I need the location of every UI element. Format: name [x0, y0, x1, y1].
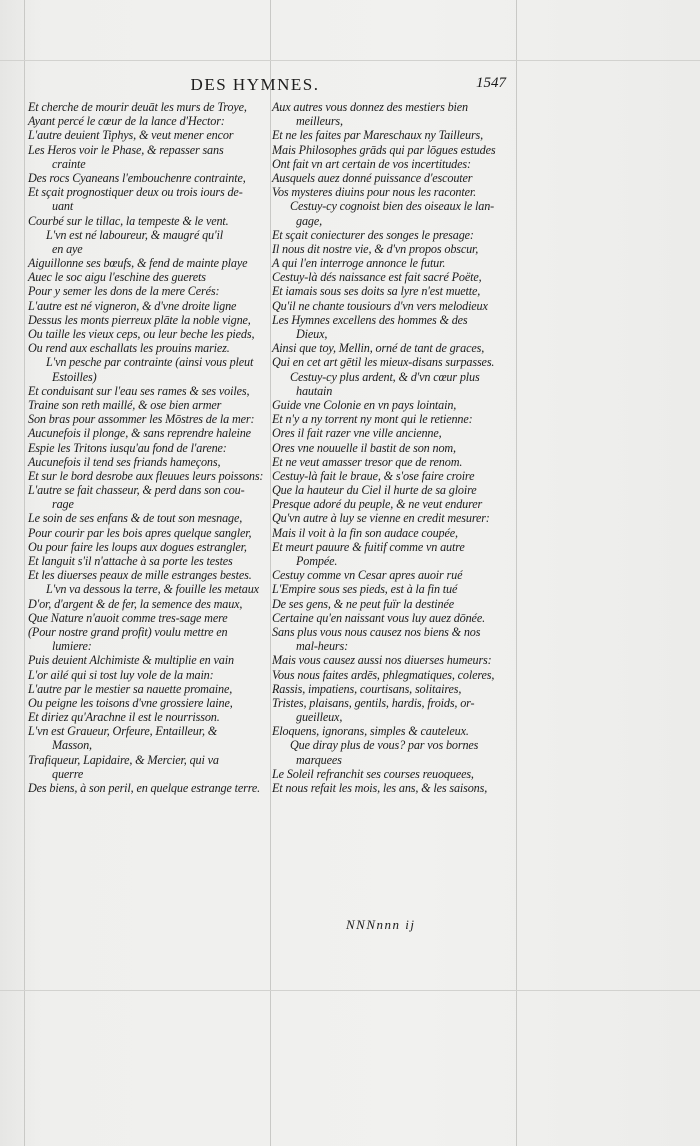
verse-line: Espie les Tritons iusqu'au fond de l'arene:: [28, 440, 227, 455]
verse-line: Et sçait prognostiquer deux ou trois iours de-: [28, 185, 243, 200]
verse-line: Mais il voit à la fin son audace coupée,: [272, 525, 458, 540]
verse-line: Et diriez qu'Arachne il est le nourrisson.: [28, 710, 220, 725]
verse-line: Mais Philosophes grāds qui par lōgues estudes: [272, 142, 496, 157]
verse-line: Des rocs Cyaneans l'embouchenre contrainte,: [28, 170, 246, 185]
verse-line: Ou pour faire les loups aux dogues estrangler,: [28, 539, 247, 554]
verse-line: Les Heros voir le Phase, & repasser sans: [28, 142, 224, 157]
verse-line: Les Hymnes excellens des hommes & des: [272, 312, 468, 327]
verse-line: Dieux,: [296, 327, 328, 341]
verse-line: L'vn va dessous la terre, & fouille les metaux: [46, 582, 259, 597]
verse-line: Qu'il ne chante tousiours d'vn vers melodieux: [272, 298, 488, 313]
verse-line: Cestuy comme vn Cesar apres auoir rué: [272, 568, 463, 583]
verse-line: lumiere:: [52, 639, 92, 654]
verse-line: D'or, d'argent & de fer, la semence des maux,: [28, 596, 243, 611]
verse-line: hautain: [296, 383, 333, 398]
verse-line: Et meurt pauure & fuitif comme vn autre: [272, 539, 465, 554]
verse-line: L'vn est né laboureur, & maugré qu'il: [46, 227, 223, 242]
verse-line: (Pour nostre grand profit) voulu mettre en: [28, 624, 228, 639]
verse-line: L'or ailé qui si tost luy vole de la main:: [28, 667, 214, 682]
verse-line: Eloquens, ignorans, simples & cauteleux.: [272, 724, 469, 739]
verse-line: Ores il fait razer vne ville ancienne,: [272, 426, 442, 441]
verse-line: Et les diuerses peaux de mille estranges bestes.: [28, 568, 252, 583]
verse-line: L'Empire sous ses pieds, est à la fin tué: [272, 582, 458, 597]
verse-line: Qui en cet art gētil les mieux-disans surpasses.: [272, 355, 495, 370]
verse-line: meilleurs,: [296, 114, 343, 129]
signature-mark: NNNnnn ij: [346, 917, 416, 932]
verse-line: Guide vne Colonie en vn pays lointain,: [272, 397, 457, 412]
running-head-title: DES HYMNES.: [190, 75, 320, 94]
verse-line: L'autre est né vigneron, & d'vne droite ligne: [28, 298, 237, 313]
verse-line: Cestuy-cy plus ardent, & d'vn cœur plus: [290, 369, 480, 384]
verse-line: Et ne les faites par Mareschaux ny Tailleurs,: [272, 128, 484, 143]
verse-line: Des biens, à son peril, en quelque estrange terre.: [28, 781, 261, 795]
verse-line: Ausquels auez donné puissance d'escouter: [272, 170, 473, 185]
verse-line: Sans plus vous nous causez nos biens & nos: [272, 624, 481, 639]
verse-line: Vous nous faites ardēs, phlegmatiques, coleres,: [272, 667, 495, 682]
verse-line: Le soin de ses enfans & de tout son mesnage,: [28, 511, 243, 526]
verse-line: Aucunefois il plonge, & sans reprendre haleine: [28, 426, 251, 441]
verse-line: Dessus les monts pierreux plāte la noble vigne,: [28, 312, 251, 327]
verse-line: Presque adoré du peuple, & ne veut endurer: [272, 497, 483, 512]
verse-line: Cestuy-là dés naissance est fait sacré Poëte,: [272, 270, 482, 285]
verse-line: Courbé sur le tillac, la tempeste & le vent.: [28, 213, 229, 228]
verse-line: Qu'vn autre à luy se vienne en credit mesurer:: [272, 511, 490, 526]
verse-line: De ses gens, & ne peut fuïr la destinée: [272, 596, 455, 611]
verse-line: Que diray plus de vous? par vos bornes: [290, 738, 479, 753]
verse-line: L'autre par le mestier sa nauette promaine,: [28, 681, 233, 696]
verse-line: Pompée.: [296, 554, 338, 568]
verse-line: Ainsi que toy, Mellin, orné de tant de graces,: [272, 341, 485, 356]
verse-line: en aye: [52, 241, 83, 256]
verse-line: rage: [52, 497, 74, 512]
verse-line: Et ne veut amasser tresor que de renom.: [272, 454, 463, 469]
verse-line: Aux autres vous donnez des mestiers bien: [272, 100, 468, 114]
verse-line: L'autre se fait chasseur, & perd dans son cou-: [28, 483, 245, 498]
verse-line: Et iamais sous ses doits sa lyre n'est muette,: [272, 284, 481, 299]
verse-line: crainte: [52, 156, 86, 171]
verse-line: Trafiqueur, Lapidaire, & Mercier, qui va: [28, 752, 219, 767]
verse-line: Son bras pour assommer les Mōstres de la mer:: [28, 412, 255, 427]
verse-line: Et conduisant sur l'eau ses rames & ses voiles,: [28, 383, 250, 398]
verse-line: Auec le soc aigu l'eschine des guerets: [28, 270, 206, 285]
verse-line: Cestuy-cy cognoist bien des oiseaux le lan-: [290, 199, 495, 214]
folio-page-number: 1547: [476, 75, 506, 91]
paper-fold-line-bottom: [0, 990, 700, 991]
verse-line: Ou rend aux eschallats les prouins mariez.: [28, 341, 230, 356]
paper-fold-line: [516, 0, 517, 1146]
verse-line: Ores vne nouuelle il bastit de son nom,: [272, 440, 456, 455]
verse-line: Mais vous causez aussi nos diuerses humeurs:: [272, 653, 492, 668]
verse-line: Certaine qu'en naissant vous luy auez dōnée.: [272, 610, 485, 625]
verse-line: Et sçait coniecturer des songes le presage:: [272, 227, 474, 242]
verse-line: Pour courir par les bois apres quelque sangler,: [28, 525, 252, 540]
verse-line: Et languit s'il n'attache à sa porte les testes: [28, 554, 233, 568]
verse-line: Ou peigne les toisons d'vne grossiere laine,: [28, 695, 233, 710]
verse-line: Et nous refait les mois, les ans, & les saisons,: [272, 781, 488, 795]
verse-line: Ont fait vn art certain de vos incertitudes:: [272, 156, 471, 171]
verse-line: Traine son reth maillé, & ose bien armer: [28, 397, 222, 412]
verse-line: mal-heurs:: [296, 639, 348, 654]
verse-line: Rassis, impatiens, courtisans, solitaires,: [272, 681, 462, 696]
verse-line: Que la hauteur du Ciel il hurte de sa gloire: [272, 483, 477, 498]
verse-line: Pour y semer les dons de la mere Cerés:: [28, 284, 220, 299]
verse-line: Aucunefois il tend ses friands hameçons,: [28, 454, 221, 469]
verse-line: Ou taille les vieux ceps, ou leur beche les pieds,: [28, 327, 255, 341]
verse-line: L'vn pesche par contrainte (ainsi vous pleut: [46, 355, 254, 370]
verse-line: Et sur le bord desrobe aux fleuues leurs poissons:: [28, 468, 264, 483]
verse-line: querre: [52, 766, 84, 781]
verse-line: uant: [52, 199, 74, 214]
verse-line: Puis deuient Alchimiste & multiplie en vain: [28, 653, 234, 668]
verse-line: L'autre deuient Tiphys, & veut mener encor: [28, 128, 234, 143]
verse-line: Cestuy-là fait le braue, & s'ose faire croire: [272, 468, 475, 483]
verse-line: Vos mysteres diuins pour nous les raconter.: [272, 185, 477, 200]
verse-line: Estoilles): [52, 369, 97, 384]
binding-shadow-line: [24, 0, 25, 1146]
verse-line: Le Soleil refranchit ses courses reuoquees,: [272, 766, 474, 781]
verse-line: Aiguillonne ses bœufs, & fend de mainte playe: [28, 256, 248, 271]
column-divider-line: [270, 0, 271, 1146]
verse-line: gage,: [296, 213, 322, 228]
left-text-column: [28, 100, 264, 795]
verse-line: L'vn est Graueur, Orfeure, Entailleur, &: [28, 724, 218, 739]
paper-fold-line-top: [0, 60, 700, 61]
verse-line: Ayant percé le cœur de la lance d'Hector:: [28, 114, 225, 129]
verse-line: Et cherche de mourir deuāt les murs de Troye,: [28, 100, 247, 114]
verse-line: Et n'y a ny torrent ny mont qui le retienne:: [272, 412, 473, 427]
verse-line: gueilleux,: [296, 710, 343, 725]
right-text-column: [272, 100, 510, 795]
verse-line: Masson,: [52, 738, 92, 753]
verse-line: Tristes, plaisans, gentils, hardis, froids, or-: [272, 695, 475, 710]
verse-line: A qui l'en interroge annonce le futur.: [272, 256, 446, 271]
verse-line: Il nous dit nostre vie, & d'vn propos obscur,: [272, 241, 479, 256]
verse-line: marquees: [296, 752, 342, 767]
verse-line: Que Nature n'auoit comme tres-sage mere: [28, 610, 228, 625]
